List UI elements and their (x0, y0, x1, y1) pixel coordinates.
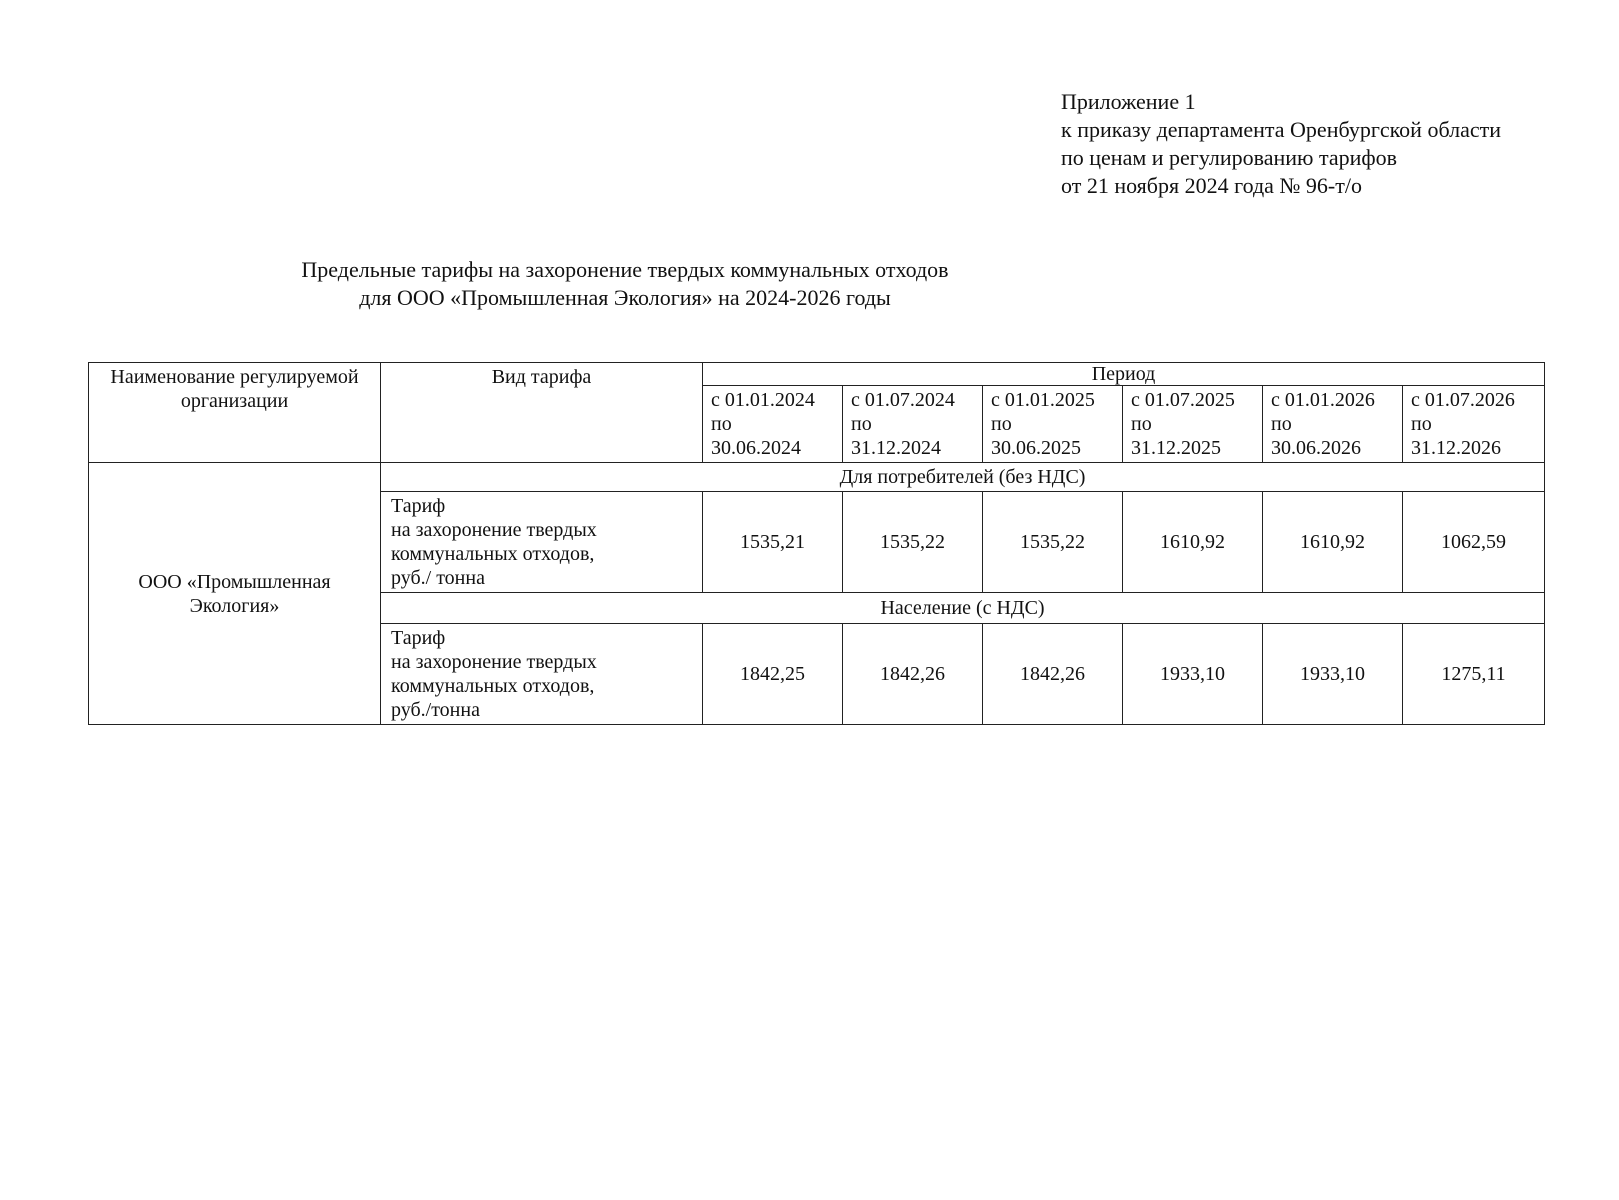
tariff-value: 1535,22 (983, 492, 1123, 593)
appendix-line: от 21 ноября 2024 года № 96-т/о (1061, 173, 1362, 198)
header-organization (89, 363, 381, 463)
title-line: Предельные тарифы на захоронение твердых коммунальных отходов (301, 257, 949, 282)
tariff-kind-line: руб./ тонна (391, 567, 485, 589)
tariff-kind-line: руб./тонна (391, 699, 480, 721)
tariff-kind-cell (381, 624, 703, 725)
tariff-value: 1062,59 (1403, 492, 1545, 593)
header-org-line: организации (180, 390, 289, 412)
period-cell (1263, 386, 1403, 463)
period-to: 30.06.2024 (711, 437, 801, 459)
tariff-value: 1933,10 (1123, 624, 1263, 725)
period-to: 30.06.2026 (1271, 437, 1361, 459)
period-from: с 01.07.2026 (1411, 389, 1515, 411)
period-from: с 01.01.2026 (1271, 389, 1375, 411)
tariff-value: 1535,21 (703, 492, 843, 593)
tariff-table (88, 362, 1545, 725)
header-org-line: Наименование регулируемой (110, 366, 359, 388)
tariff-value: 1933,10 (1263, 624, 1403, 725)
tariff-value: 1535,22 (843, 492, 983, 593)
tariff-value: 1842,26 (843, 624, 983, 725)
tariff-value: 1610,92 (1263, 492, 1403, 593)
period-to: 31.12.2025 (1131, 437, 1221, 459)
period-from: с 01.01.2024 (711, 389, 815, 411)
appendix-block (1061, 88, 1501, 200)
period-by: по (1131, 413, 1152, 435)
title-line: для ООО «Промышленная Экология» на 2024-2026 годы (359, 285, 891, 310)
header-row (89, 363, 1545, 386)
period-by: по (1411, 413, 1432, 435)
appendix-line: к приказу департамента Оренбургской области (1061, 117, 1501, 142)
group-row-consumers (89, 463, 1545, 492)
period-to: 30.06.2025 (991, 437, 1081, 459)
tariff-kind-line: коммунальных отходов, (391, 543, 595, 565)
tariff-kind-line: на захоронение твердых (391, 651, 597, 673)
period-by: по (991, 413, 1012, 435)
period-cell (703, 386, 843, 463)
header-period: Период (703, 363, 1545, 386)
tariff-value: 1275,11 (1403, 624, 1545, 725)
appendix-line: по ценам и регулированию тарифов (1061, 145, 1398, 170)
group-label: Население (с НДС) (381, 593, 1545, 624)
period-to: 31.12.2026 (1411, 437, 1501, 459)
tariff-value: 1842,25 (703, 624, 843, 725)
period-from: с 01.07.2025 (1131, 389, 1235, 411)
period-by: по (851, 413, 872, 435)
period-by: по (711, 413, 732, 435)
organization-line: Экология» (189, 594, 280, 617)
tariff-kind-line: Тариф (391, 627, 446, 649)
period-from: с 01.07.2024 (851, 389, 955, 411)
tariff-value: 1610,92 (1123, 492, 1263, 593)
organization-cell (89, 463, 381, 725)
period-cell (1123, 386, 1263, 463)
appendix-line: Приложение 1 (1061, 89, 1196, 114)
group-label: Для потребителей (без НДС) (381, 463, 1545, 492)
tariff-kind-line: коммунальных отходов, (391, 675, 595, 697)
period-to: 31.12.2024 (851, 437, 941, 459)
tariff-value: 1842,26 (983, 624, 1123, 725)
header-tariff-type: Вид тарифа (381, 363, 703, 463)
organization-line: ООО «Промышленная (138, 570, 331, 593)
tariff-kind-line: Тариф (391, 495, 446, 517)
period-cell (843, 386, 983, 463)
period-from: с 01.01.2025 (991, 389, 1095, 411)
period-by: по (1271, 413, 1292, 435)
tariff-kind-line: на захоронение твердых (391, 519, 597, 541)
tariff-kind-cell (381, 492, 703, 593)
period-cell (1403, 386, 1545, 463)
period-cell (983, 386, 1123, 463)
document-title (0, 256, 1250, 312)
